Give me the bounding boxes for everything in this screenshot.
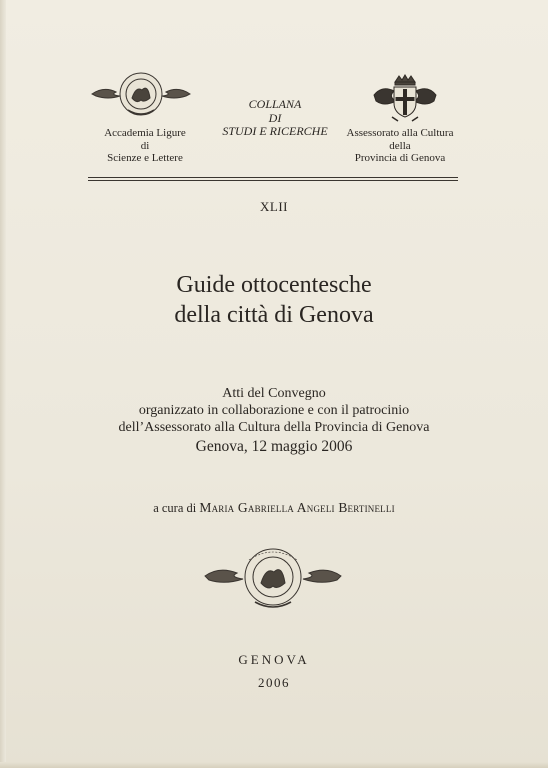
header-divider-bottom [88,180,458,181]
editor-credit [0,500,548,516]
series-line2: DI [268,110,282,125]
book-subtitle [0,385,548,458]
publisher-right-line2: della [389,139,411,152]
header-divider-top [88,177,458,178]
accademia-emblem-icon [90,70,192,120]
book-title [0,270,548,330]
editor-prefix: a cura di [153,501,197,515]
publisher-left-line3: Scienze e Lettere [107,152,183,164]
subtitle-line3: dell’Assessorato alla Cultura della Provincia di Genova [118,420,430,435]
imprint-city: GENOVA [238,652,310,667]
title-line1: Guide ottocentesche [176,272,372,298]
publisher-left-line2: di [140,139,150,152]
provincia-crest-icon [372,73,438,123]
imprint-year: 2006 [258,675,290,690]
title-line2: della città di Genova [174,302,374,328]
publisher-right [335,127,465,165]
volume-number: XLII [260,199,288,214]
academy-seal-icon [203,546,343,612]
page-bottom-shadow [0,762,548,768]
publisher-left-line1: Accademia Ligure [104,127,186,139]
subtitle-line2: organizzato in collaborazione e con il patrocinio [138,403,410,418]
publisher-left [70,127,220,165]
conference-date: Genova, 12 maggio 2006 [195,438,353,455]
series-line3: STUDI E RICERCHE [222,124,328,138]
editor-name: Maria Gabriella Angeli Bertinelli [199,500,395,515]
series-name [205,98,345,139]
publisher-right-line1: Assessorato alla Cultura [346,127,454,139]
publisher-right-line3: Provincia di Genova [354,152,446,164]
series-line1: COLLANA [248,97,302,111]
subtitle-line1: Atti del Convegno [222,386,326,401]
